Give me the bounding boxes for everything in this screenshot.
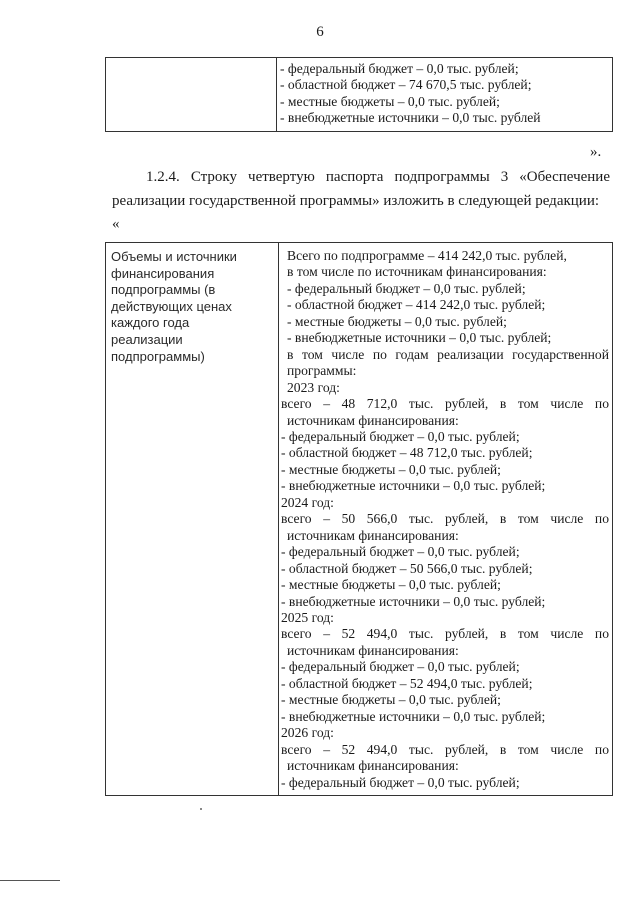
text-line: - внебюджетные источники – 0,0 тыс. рублей; bbox=[281, 708, 546, 724]
label-line: каждого года bbox=[111, 315, 190, 331]
text-line: всего – 48 712,0 тыс. рублей, в том числе по bbox=[281, 396, 609, 412]
year-heading: 2025 год: bbox=[281, 609, 334, 625]
text-line: источникам финансирования: bbox=[287, 412, 459, 428]
funding-label-cell bbox=[106, 243, 279, 796]
label-line: реализации bbox=[111, 331, 183, 347]
funding-value-cell bbox=[279, 243, 613, 796]
text-line: - областной бюджет – 48 712,0 тыс. рублей; bbox=[281, 445, 533, 461]
text-line: - местные бюджеты – 0,0 тыс. рублей; bbox=[281, 461, 501, 477]
text-line: - федеральный бюджет – 0,0 тыс. рублей; bbox=[281, 659, 520, 675]
funding-table bbox=[105, 242, 613, 796]
text-line: - внебюджетные источники – 0,0 тыс. рублей; bbox=[287, 330, 552, 346]
text-line: - областной бюджет – 74 670,5 тыс. рублей; bbox=[280, 77, 532, 93]
text-line: источникам финансирования: bbox=[287, 758, 459, 774]
label-line: финансирования bbox=[111, 265, 215, 281]
text-line: - местные бюджеты – 0,0 тыс. рублей; bbox=[280, 93, 500, 109]
paragraph-text: 1.2.4. Строку четвертую паспорта подпрограммы 3 «Обеспечение bbox=[146, 169, 610, 185]
page-number: 6 bbox=[316, 24, 324, 40]
label-line: Объемы и источники bbox=[111, 249, 237, 264]
text-line: всего – 52 494,0 тыс. рублей, в том числе по bbox=[281, 626, 609, 642]
year-heading: 2026 год: bbox=[281, 725, 334, 741]
label-line: подпрограммы (в bbox=[111, 282, 216, 298]
text-line: - федеральный бюджет – 0,0 тыс. рублей; bbox=[281, 428, 520, 444]
table-row bbox=[106, 243, 613, 796]
table-cell-empty bbox=[106, 58, 277, 132]
text-line: - федеральный бюджет – 0,0 тыс. рублей; bbox=[281, 544, 520, 560]
text-line: - областной бюджет – 52 494,0 тыс. рублей; bbox=[281, 675, 533, 691]
amendment-paragraph-line-2: реализации государственной программы» изложить в следующей редакции: bbox=[112, 193, 600, 209]
label-line: подпрограммы) bbox=[111, 348, 205, 364]
scan-speck bbox=[200, 808, 202, 810]
opening-quote: « bbox=[112, 216, 120, 232]
text-line: - федеральный бюджет – 0,0 тыс. рублей; bbox=[287, 280, 526, 296]
label-line: действующих ценах bbox=[111, 298, 232, 314]
text-line: всего – 50 566,0 тыс. рублей, в том числе по bbox=[281, 511, 609, 527]
text-line: в том числе по источникам финансирования: bbox=[287, 264, 547, 280]
text-line: - внебюджетные источники – 0,0 тыс. рублей; bbox=[281, 593, 546, 609]
continuation-table bbox=[105, 57, 613, 132]
text-line: - федеральный бюджет – 0,0 тыс. рублей; bbox=[281, 774, 520, 790]
text-line: всего – 52 494,0 тыс. рублей, в том числе по bbox=[281, 741, 609, 757]
year-heading: 2024 год: bbox=[281, 494, 334, 510]
text-line: - местные бюджеты – 0,0 тыс. рублей; bbox=[281, 692, 501, 708]
text-line: Всего по подпрограмме – 414 242,0 тыс. рублей, bbox=[287, 248, 567, 263]
funding-continuation-cell bbox=[277, 58, 613, 132]
text-line: - внебюджетные источники – 0,0 тыс. рублей; bbox=[281, 478, 546, 494]
amendment-paragraph-line-1 bbox=[112, 166, 610, 188]
text-line: - местные бюджеты – 0,0 тыс. рублей; bbox=[281, 577, 501, 593]
text-line: источникам финансирования: bbox=[287, 527, 459, 543]
text-line: - областной бюджет – 414 242,0 тыс. рублей; bbox=[287, 297, 546, 313]
closing-quote: ». bbox=[590, 144, 602, 160]
text-line: в том числе по годам реализации государственной bbox=[287, 346, 609, 362]
text-line: - местные бюджеты – 0,0 тыс. рублей; bbox=[287, 313, 507, 329]
footer-rule bbox=[0, 880, 60, 881]
text-line: - федеральный бюджет – 0,0 тыс. рублей; bbox=[280, 61, 519, 76]
text-line: программы: bbox=[287, 363, 357, 379]
text-line: - внебюджетные источники – 0,0 тыс. рублей bbox=[280, 110, 541, 126]
year-heading: 2023 год: bbox=[287, 379, 340, 395]
text-line: источникам финансирования: bbox=[287, 642, 459, 658]
text-line: - областной бюджет – 50 566,0 тыс. рублей; bbox=[281, 560, 533, 576]
table-row bbox=[106, 58, 613, 132]
